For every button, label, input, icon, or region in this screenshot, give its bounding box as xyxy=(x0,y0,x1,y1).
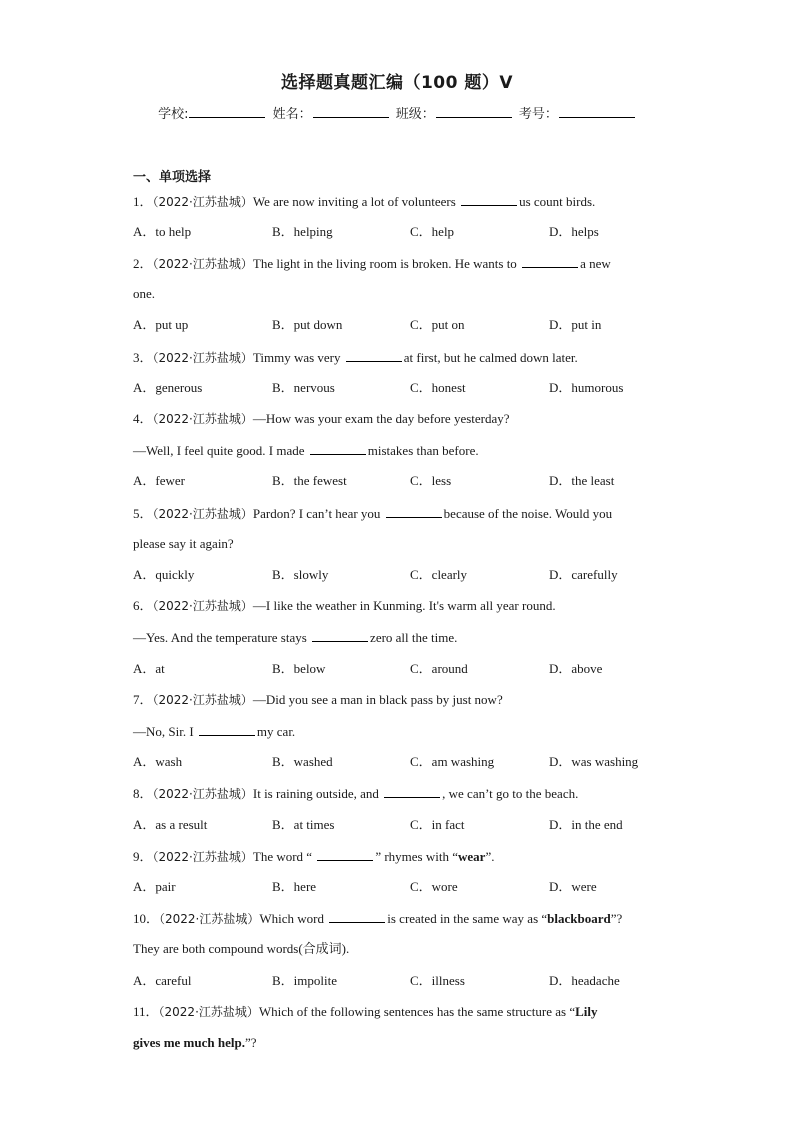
option-item[interactable]: C．less xyxy=(410,473,452,488)
name-label: 姓名： xyxy=(272,107,312,122)
question-7-line2: —No, Sir. I my car. xyxy=(133,724,296,739)
option-item[interactable]: C．around xyxy=(410,661,468,676)
option-item[interactable]: D．humorous xyxy=(549,380,624,395)
answer-blank[interactable] xyxy=(310,442,366,455)
question-11: 11．（2022·江苏盐城）Which of the following sentences has the same structure as “Lily xyxy=(133,1004,598,1019)
school-label: 学校: xyxy=(158,107,189,122)
exam-no-field[interactable] xyxy=(559,105,635,118)
option-item[interactable]: A．fewer xyxy=(133,473,185,488)
question-1: 1．（2022·江苏盐城）We are now inviting a lot of volunteers us count birds. xyxy=(133,194,596,209)
option-item[interactable]: B．at times xyxy=(272,817,335,832)
name-field[interactable] xyxy=(313,105,389,118)
answer-blank[interactable] xyxy=(346,349,402,362)
question-11-cont: gives me much help.”? xyxy=(133,1035,257,1050)
option-item[interactable]: B．below xyxy=(272,661,326,676)
question-source: （2022·江苏盐城） xyxy=(152,351,253,365)
option-item[interactable]: A．put up xyxy=(133,317,189,332)
option-item[interactable]: D．were xyxy=(549,879,597,894)
answer-blank[interactable] xyxy=(384,785,440,798)
option-item[interactable]: B．the fewest xyxy=(272,473,347,488)
question-4: 4．（2022·江苏盐城）—How was your exam the day before yesterday? xyxy=(133,411,510,426)
question-7: 7．（2022·江苏盐城）—Did you see a man in black pass by just now? xyxy=(133,692,503,707)
question-4-line2: —Well, I feel quite good. I made mistakes than before. xyxy=(133,443,479,458)
page-title: 选择题真题汇编（100 题）V xyxy=(280,73,514,93)
option-item[interactable]: D．headache xyxy=(549,973,620,988)
option-item[interactable]: B．washed xyxy=(272,754,333,769)
question-source: （2022·江苏盐城） xyxy=(152,412,253,426)
option-item[interactable]: B．impolite xyxy=(272,973,338,988)
option-item[interactable]: A．as a result xyxy=(133,817,208,832)
answer-blank[interactable] xyxy=(522,255,578,268)
option-item[interactable]: C．honest xyxy=(410,380,466,395)
option-item[interactable]: B．nervous xyxy=(272,380,335,395)
option-item[interactable]: D．put in xyxy=(549,317,602,332)
question-10: 10．（2022·江苏盐城）Which word is created in the same way as “blackboard”? xyxy=(133,911,623,926)
question-5: 5．（2022·江苏盐城）Pardon? I can’t hear you because of the noise. Would you xyxy=(133,506,613,521)
answer-blank[interactable] xyxy=(312,629,368,642)
option-item[interactable]: D．was washing xyxy=(549,754,639,769)
question-6: 6．（2022·江苏盐城）—I like the weather in Kunming. It's warm all year round. xyxy=(133,598,556,613)
question-source: （2022·江苏盐城） xyxy=(152,693,253,707)
question-source: （2022·江苏盐城） xyxy=(159,912,260,926)
section-heading: 一、单项选择 xyxy=(133,170,212,185)
option-item[interactable]: C．wore xyxy=(410,879,458,894)
answer-blank[interactable] xyxy=(317,848,373,861)
option-item[interactable]: A．wash xyxy=(133,754,183,769)
option-item[interactable]: C．in fact xyxy=(410,817,465,832)
question-2: 2．（2022·江苏盐城）The light in the living room is broken. He wants to a new xyxy=(133,256,611,271)
question-source: （2022·江苏盐城） xyxy=(152,850,253,864)
option-item[interactable]: A．careful xyxy=(133,973,192,988)
question-source: （2022·江苏盐城） xyxy=(152,599,253,613)
option-item[interactable]: D．in the end xyxy=(549,817,623,832)
option-item[interactable]: D．carefully xyxy=(549,567,618,582)
question-source: （2022·江苏盐城） xyxy=(152,257,253,271)
option-item[interactable]: C．help xyxy=(410,224,455,239)
question-2-cont: one. xyxy=(133,286,156,301)
question-10-cont: They are both compound words(合成词). xyxy=(133,941,350,956)
option-item[interactable]: B．helping xyxy=(272,224,333,239)
school-field[interactable] xyxy=(189,105,265,118)
option-item[interactable]: D．helps xyxy=(549,224,599,239)
option-item[interactable]: C．am washing xyxy=(410,754,495,769)
question-source: （2022·江苏盐城） xyxy=(152,195,253,209)
question-source: （2022·江苏盐城） xyxy=(152,507,253,521)
question-3: 3．（2022·江苏盐城）Timmy was very at first, but he calmed down later. xyxy=(133,350,578,365)
option-item[interactable]: A．generous xyxy=(133,380,203,395)
answer-blank[interactable] xyxy=(199,723,255,736)
answer-blank[interactable] xyxy=(386,505,442,518)
student-info-row xyxy=(0,103,794,122)
option-item[interactable]: D．above xyxy=(549,661,603,676)
question-6-line2: —Yes. And the temperature stays zero all the time. xyxy=(133,630,458,645)
option-item[interactable]: B．slowly xyxy=(272,567,329,582)
class-label: 班级： xyxy=(395,107,435,122)
option-item[interactable]: C．put on xyxy=(410,317,465,332)
option-item[interactable]: C．illness xyxy=(410,973,465,988)
class-field[interactable] xyxy=(436,105,512,118)
option-item[interactable]: A．quickly xyxy=(133,567,195,582)
question-5-cont: please say it again? xyxy=(133,536,234,551)
question-source: （2022·江苏盐城） xyxy=(152,787,253,801)
option-item[interactable]: C．clearly xyxy=(410,567,468,582)
option-item[interactable]: A．at xyxy=(133,661,165,676)
question-8: 8．（2022·江苏盐城）It is raining outside, and , we can’t go to the beach. xyxy=(133,786,579,801)
exam-no-label: 考号： xyxy=(518,107,558,122)
question-9: 9．（2022·江苏盐城）The word “ ” rhymes with “wear”. xyxy=(133,849,495,864)
option-item[interactable]: A．pair xyxy=(133,879,176,894)
option-item[interactable]: B．here xyxy=(272,879,317,894)
answer-blank[interactable] xyxy=(461,193,517,206)
question-source: （2022·江苏盐城） xyxy=(158,1005,259,1019)
answer-blank[interactable] xyxy=(329,910,385,923)
option-item[interactable]: B．put down xyxy=(272,317,343,332)
option-item[interactable]: D．the least xyxy=(549,473,615,488)
option-item[interactable]: A．to help xyxy=(133,224,192,239)
